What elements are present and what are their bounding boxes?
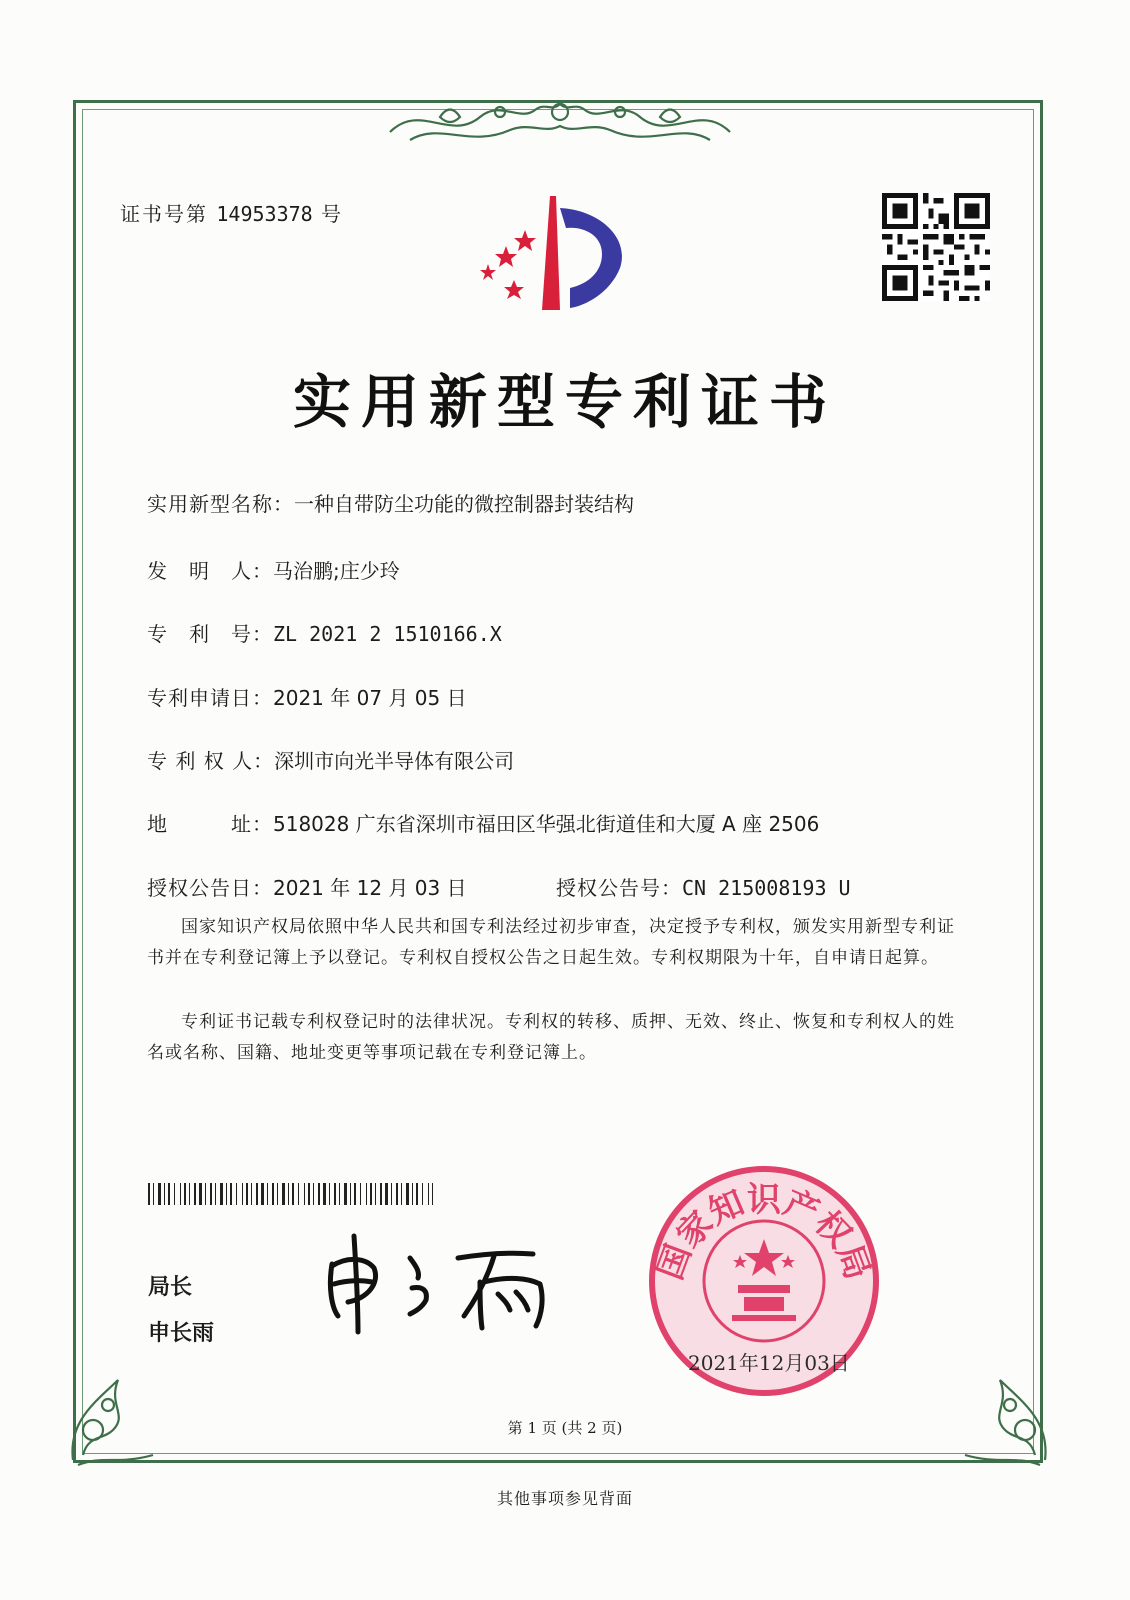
field-label: 专利申请日： bbox=[147, 686, 273, 710]
field-utility-model-name bbox=[147, 488, 634, 517]
field-patent-number bbox=[147, 618, 502, 647]
statement-paragraph: 专利证书记载专利权登记时的法律状况。专利权的转移、质押、无效、终止、恢复和专利权人的姓名或名称、国籍、地址变更等事项记载在专利登记簿上。 bbox=[147, 1012, 955, 1063]
field-label: 发 明 人： bbox=[147, 559, 273, 583]
field-value: 2021 年 07 月 05 日 bbox=[273, 686, 467, 710]
field-grant-publication-number bbox=[556, 872, 851, 901]
seal-text: 国家知识产权局 bbox=[650, 1180, 878, 1285]
footer-note: 其他事项参见背面 bbox=[496, 1489, 633, 1508]
patent-emblem-icon bbox=[470, 188, 640, 318]
field-label: 地 址： bbox=[147, 812, 273, 836]
field-value: CN 215008193 U bbox=[682, 876, 851, 900]
page-number: 第 1 页 (共 2 页) bbox=[507, 1419, 623, 1437]
qr-code-icon bbox=[882, 193, 990, 301]
field-value: 518028 广东省深圳市福田区华强北街道佳和大厦 A 座 2506 bbox=[273, 812, 820, 836]
seal-date: 2021年12月03日 bbox=[688, 1351, 850, 1375]
corner-ornament-left-icon bbox=[58, 1360, 168, 1470]
corner-ornament-right-icon bbox=[950, 1360, 1060, 1470]
field-label: 授权公告号： bbox=[556, 876, 682, 900]
field-address bbox=[147, 808, 819, 837]
field-value: ZL 2021 2 1510166.X bbox=[273, 622, 502, 646]
field-filing-date bbox=[147, 682, 467, 711]
field-label: 实用新型名称： bbox=[147, 492, 294, 516]
field-inventor bbox=[147, 555, 400, 584]
certificate-title: 实用新型专利证书 bbox=[292, 368, 837, 436]
certificate-number: 证书号第 14953378 号 bbox=[120, 202, 344, 226]
signature-icon bbox=[318, 1228, 568, 1338]
director-block bbox=[148, 1265, 214, 1357]
field-label: 专 利 号： bbox=[147, 622, 273, 646]
field-patentee bbox=[147, 745, 514, 774]
statement-paragraph: 国家知识产权局依照中华人民共和国专利法经过初步审查，决定授予专利权，颁发实用新型专利证书并在专利登记簿上予以登记。专利权自授权公告之日起生效。专利权期限为十年，自申请日起算。 bbox=[147, 917, 955, 968]
field-value: 2021 年 12 月 03 日 bbox=[273, 876, 467, 900]
top-ornament-icon bbox=[380, 82, 740, 154]
field-value: 一种自带防尘功能的微控制器封装结构 bbox=[294, 492, 634, 516]
barcode-icon bbox=[148, 1183, 433, 1205]
field-grant-date bbox=[147, 872, 467, 901]
field-label: 专 利 权 人： bbox=[147, 749, 275, 773]
director-title: 局长 bbox=[148, 1275, 193, 1300]
director-name: 申长雨 bbox=[148, 1321, 215, 1346]
field-value: 马治鹏;庄少玲 bbox=[273, 559, 400, 583]
field-value: 深圳市向光半导体有限公司 bbox=[274, 749, 515, 773]
field-label: 授权公告日： bbox=[147, 876, 273, 900]
